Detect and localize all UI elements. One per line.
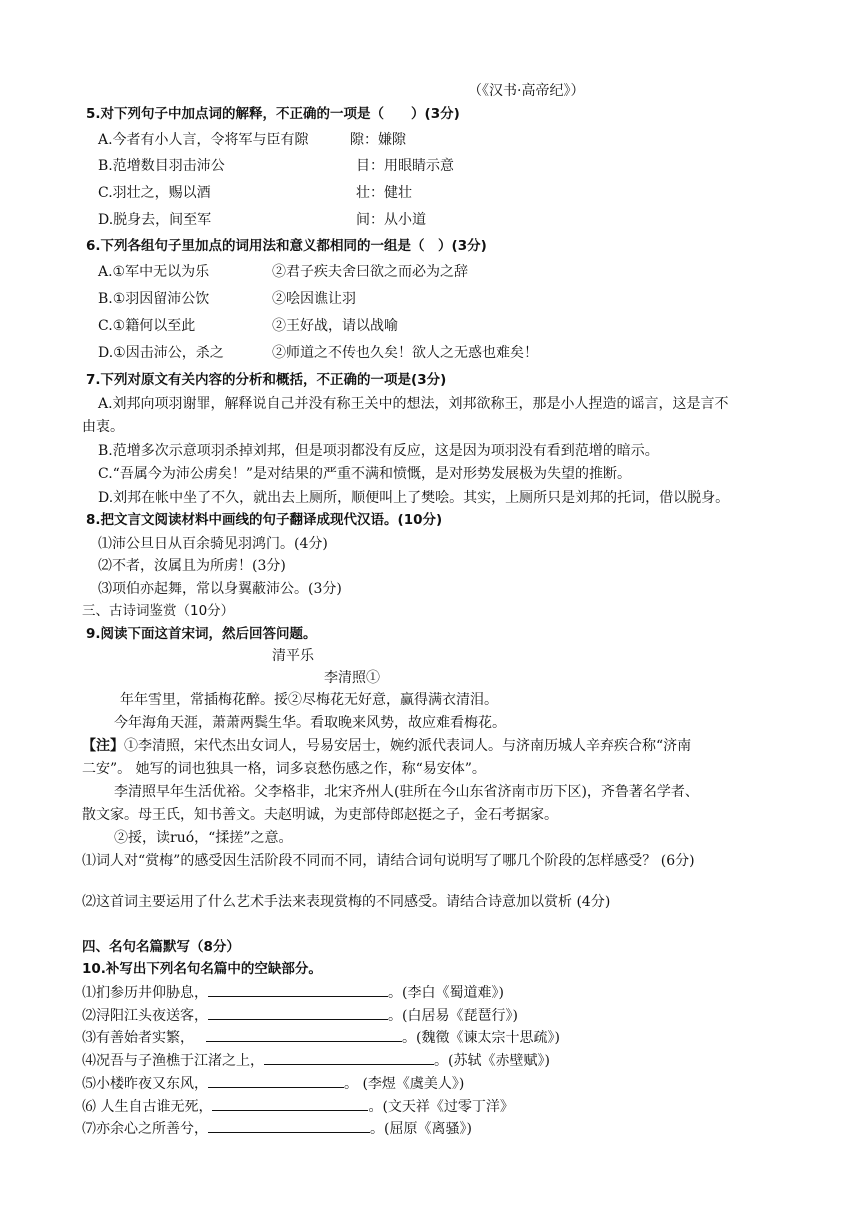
answer-blank-1[interactable] <box>208 982 388 997</box>
poem-title: 清平乐 <box>272 648 314 664</box>
q6-option-c2: ②王好战，请以战喻 <box>272 318 398 334</box>
q7-stem: 7.下列对原文有关内容的分析和概括，不正确的一项是(3分) <box>86 372 447 388</box>
note-line-1: ①李清照，宋代杰出女词人，号易安居士，婉约派代表词人。与济南历城人辛弃疾合称“济南 <box>124 738 692 754</box>
section-3-heading: 三、古诗词鉴赏（10分） <box>82 603 235 619</box>
q7-option-d: D.刘邦在帐中坐了不久，就出去上厕所，顺便叫上了樊哙。其实，上厕所只是刘邦的托词，借以脱身。 <box>98 490 730 506</box>
q5-gloss-d: 间：从小道 <box>356 212 426 228</box>
poem-line-1: 年年雪里，常插梅花醉。挼②尽梅花无好意，赢得满衣清泪。 <box>120 692 498 708</box>
q6-option-d1: D.①因击沛公，杀之 <box>98 345 224 361</box>
q8-item-3: ⑶项伯亦起舞，常以身翼蔽沛公。(3分) <box>98 581 342 597</box>
q5-stem: 5.对下列句子中加点词的解释，不正确的一项是（ ）(3分) <box>86 106 460 122</box>
q10-item-7: ⑺亦余心之所善兮， 。(屈原《离骚》) <box>82 1118 472 1139</box>
note-line-3: 李清照早年生活优裕。父李格非，北宋齐州人(驻所在今山东省济南市历下区)，齐鲁著名学者、 <box>114 784 699 800</box>
poem-author: 李清照① <box>324 670 380 686</box>
q9-sub-2: ⑵这首词主要运用了什么艺术手法来表现赏梅的不同感受。请结合诗意加以赏析 (4分) <box>82 894 611 910</box>
q10-item-2: ⑵浔阳江头夜送客， 。(白居易《琵琶行》) <box>82 1005 518 1026</box>
poem-line-2: 今年海角天涯，萧萧两鬓生华。看取晚来风势，故应难看梅花。 <box>114 715 506 731</box>
q9-sub-1: ⑴词人对“赏梅”的感受因生活阶段不同而不同，请结合词句说明写了哪几个阶段的怎样感受？ (6分) <box>82 853 695 869</box>
q6-option-a2: ②君子疾夫舍曰欲之而必为之辞 <box>272 264 468 280</box>
q5-option-c: C.羽壮之，赐以酒 <box>98 185 211 201</box>
q5-option-a: A.今者有小人言，令将军与臣有隙 <box>98 132 309 148</box>
q8-item-1: ⑴沛公旦日从百余骑见羽鸿门。(4分) <box>98 536 328 552</box>
q10-item-3: ⑶有善始者实繁， 。(魏徵《谏太宗十思疏》) <box>82 1027 560 1048</box>
q5-option-d: D.脱身去，间至军 <box>98 212 212 228</box>
note-label: 【注】 <box>82 738 124 754</box>
answer-blank-6[interactable] <box>212 1096 368 1111</box>
q7-option-b: B.范增多次示意项羽杀掉刘邦，但是项羽都没有反应，这是因为项羽没有看到范增的暗示。 <box>98 443 659 459</box>
note-line-5: ②挼，读ruó，“揉搓”之意。 <box>114 830 293 846</box>
q9-stem: 9.阅读下面这首宋词，然后回答问题。 <box>86 626 317 642</box>
q10-item-6: ⑹ 人生自古谁无死， 。(文天祥《过零丁洋》 <box>82 1096 514 1117</box>
q5-gloss-a: 隙：嫌隙 <box>350 132 406 148</box>
answer-blank-3[interactable] <box>206 1027 402 1042</box>
q6-option-a1: A.①军中无以为乐 <box>98 264 210 280</box>
q10-stem: 10.补写出下列名句名篇中的空缺部分。 <box>82 961 322 977</box>
q10-item-1: ⑴扪参历井仰胁息， 。(李白《蜀道难》) <box>82 982 504 1003</box>
q7-option-a: A.刘邦向项羽谢罪，解释说自己并没有称王关中的想法，刘邦欲称王，那是小人捏造的谣言，这是言不 <box>98 396 729 412</box>
q6-option-b2: ②哙因谯让羽 <box>272 291 356 307</box>
answer-blank-7[interactable] <box>208 1118 370 1133</box>
q5-option-b: B.范增数目羽击沛公 <box>98 158 225 174</box>
q10-item-5: ⑸小楼昨夜又东风， 。 (李煜《虞美人》) <box>82 1073 464 1094</box>
q7-option-a-cont: 由衷。 <box>82 419 124 435</box>
q6-stem: 6.下列各组句子里加点的词用法和意义都相同的一组是（ ）(3分) <box>86 238 487 254</box>
note-line-4: 散文家。母王氏，知书善文。夫赵明诚，为吏部侍郎赵挺之子，金石考据家。 <box>82 807 558 823</box>
note <box>82 736 691 756</box>
q10-item-4: ⑷况吾与子渔樵于江渚之上， 。(苏轼《赤壁赋》) <box>82 1050 550 1071</box>
answer-blank-4[interactable] <box>264 1050 434 1065</box>
answer-blank-5[interactable] <box>208 1073 344 1088</box>
source-citation: （《汉书·高帝纪》） <box>468 83 585 99</box>
q5-gloss-b: 目：用眼睛示意 <box>356 158 454 174</box>
q8-stem: 8.把文言文阅读材料中画线的句子翻译成现代汉语。(10分) <box>86 512 443 528</box>
q5-gloss-c: 壮：健壮 <box>356 185 412 201</box>
q6-option-c1: C.①籍何以至此 <box>98 318 196 334</box>
note-line-2: 二安”。 她写的词也独具一格，词多哀愁伤感之作，称“易安体”。 <box>82 761 486 777</box>
section-4-heading: 四、名句名篇默写（8分） <box>82 939 240 955</box>
answer-blank-2[interactable] <box>208 1005 388 1020</box>
q7-option-c: C.“吾属今为沛公虏矣！”是对结果的严重不满和愤慨，是对形势发展极为失望的推断。 <box>98 466 631 482</box>
q8-item-2: ⑵不者，汝属且为所虏！(3分) <box>98 558 286 574</box>
q6-option-d2: ②师道之不传也久矣！欲人之无惑也难矣！ <box>272 345 538 361</box>
q6-option-b1: B.①羽因留沛公饮 <box>98 291 210 307</box>
